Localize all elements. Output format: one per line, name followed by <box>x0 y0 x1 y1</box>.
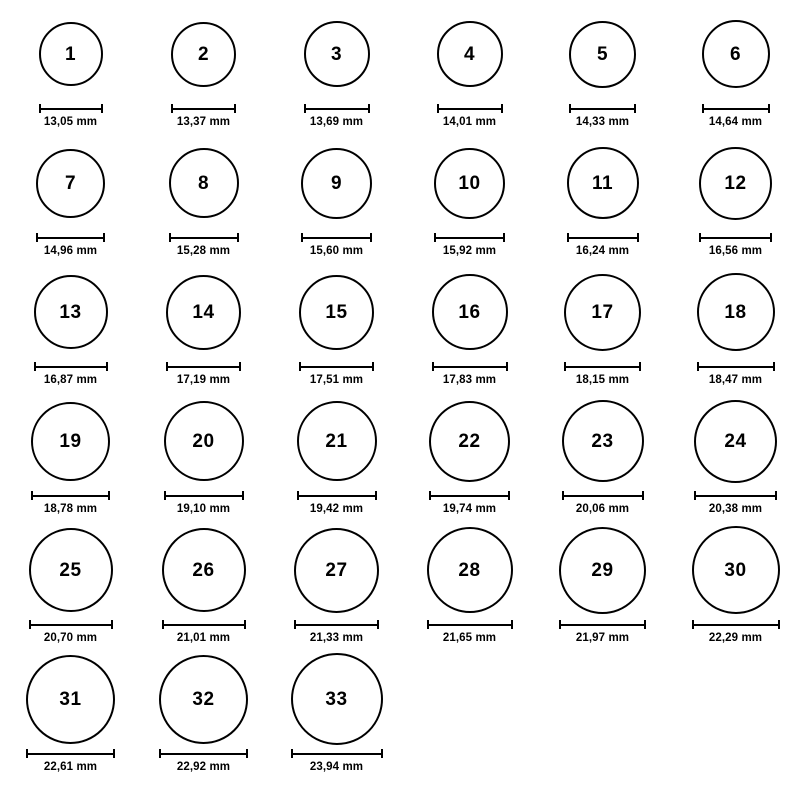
ring-size-cell <box>141 264 266 386</box>
ring-circle-wrap <box>429 393 510 489</box>
ring-circle <box>437 21 503 87</box>
ring-measure <box>427 620 513 644</box>
chart-row <box>0 6 800 135</box>
ring-diameter-label: 17,83 mm <box>442 374 497 386</box>
ring-diameter-bar <box>702 104 770 113</box>
ring-measure <box>34 362 108 386</box>
ring-diameter-bar-line <box>26 753 115 755</box>
ring-diameter-label: 16,56 mm <box>708 245 763 257</box>
ring-size-number: 5 <box>596 43 609 65</box>
ring-measure <box>567 233 639 257</box>
ring-diameter-label: 18,78 mm <box>43 503 98 515</box>
ring-diameter-bar <box>694 491 777 500</box>
ring-size-number: 22 <box>458 430 481 452</box>
ring-measure <box>297 491 377 515</box>
ring-circle-wrap <box>36 135 105 231</box>
ring-size-number: 31 <box>59 688 82 710</box>
ring-circle-wrap <box>34 264 108 360</box>
ring-diameter-bar <box>567 233 639 242</box>
ring-diameter-bar <box>291 749 383 758</box>
ring-circle <box>697 273 775 351</box>
ring-size-cell <box>540 135 665 257</box>
ring-size-number: 10 <box>458 172 481 194</box>
ring-size-cell <box>274 264 399 386</box>
ring-circle <box>26 655 115 744</box>
ring-measure <box>166 362 241 386</box>
ring-size-cell <box>673 6 798 128</box>
ring-diameter-label: 18,15 mm <box>575 374 630 386</box>
ring-size-cell <box>141 6 266 128</box>
ring-diameter-bar-line <box>432 366 508 368</box>
ring-diameter-label: 15,92 mm <box>442 245 497 257</box>
ring-size-number: 14 <box>192 301 215 323</box>
ring-diameter-bar-line <box>36 237 105 239</box>
ring-diameter-bar-line <box>562 495 644 497</box>
ring-size-cell <box>673 522 798 644</box>
ring-size-cell <box>141 393 266 515</box>
ring-diameter-bar <box>39 104 103 113</box>
ring-size-cell <box>274 522 399 644</box>
ring-size-cell <box>673 264 798 386</box>
ring-circle <box>159 655 248 744</box>
ring-size-number: 21 <box>325 430 348 452</box>
ring-diameter-bar <box>169 233 239 242</box>
ring-diameter-bar <box>166 362 241 371</box>
ring-circle-wrap <box>569 6 636 102</box>
ring-diameter-bar <box>31 491 110 500</box>
ring-diameter-label: 19,10 mm <box>176 503 231 515</box>
ring-diameter-bar-line <box>702 108 770 110</box>
ring-size-number: 20 <box>192 430 215 452</box>
ring-circle <box>29 528 113 612</box>
ring-diameter-label: 13,05 mm <box>43 116 98 128</box>
ring-diameter-label: 15,28 mm <box>176 245 231 257</box>
ring-diameter-label: 22,61 mm <box>43 761 98 773</box>
ring-circle <box>162 528 246 612</box>
ring-diameter-bar-line <box>164 495 244 497</box>
ring-diameter-bar-line <box>697 366 775 368</box>
ring-diameter-bar <box>301 233 372 242</box>
ring-circle-wrap <box>164 393 244 489</box>
ring-measure <box>694 491 777 515</box>
ring-size-number: 29 <box>591 559 614 581</box>
ring-circle <box>699 147 772 220</box>
ring-measure <box>697 362 775 386</box>
ring-size-cell <box>407 393 532 515</box>
ring-measure <box>39 104 103 128</box>
ring-diameter-label: 17,51 mm <box>309 374 364 386</box>
ring-circle <box>36 149 105 218</box>
ring-diameter-bar <box>432 362 508 371</box>
ring-size-cell <box>407 522 532 644</box>
ring-circle <box>166 275 241 350</box>
ring-circle <box>692 526 780 614</box>
ring-size-cell <box>274 393 399 515</box>
ring-size-number: 19 <box>59 430 82 452</box>
ring-diameter-label: 19,74 mm <box>442 503 497 515</box>
ring-circle <box>299 275 374 350</box>
ring-diameter-label: 13,69 mm <box>309 116 364 128</box>
ring-measure <box>692 620 780 644</box>
ring-size-cell <box>540 522 665 644</box>
ring-diameter-bar-line <box>694 495 777 497</box>
ring-diameter-bar <box>429 491 510 500</box>
ring-diameter-label: 14,64 mm <box>708 116 763 128</box>
ring-size-cell <box>540 264 665 386</box>
ring-size-number: 16 <box>458 301 481 323</box>
ring-size-number: 32 <box>192 688 215 710</box>
ring-diameter-bar-line <box>31 495 110 497</box>
ring-circle-wrap <box>171 6 236 102</box>
ring-circle-wrap <box>567 135 639 231</box>
ring-size-cell <box>407 264 532 386</box>
ring-diameter-bar-line <box>429 495 510 497</box>
ring-measure <box>699 233 772 257</box>
ring-measure <box>437 104 503 128</box>
ring-circle-wrap <box>432 264 508 360</box>
ring-size-number: 4 <box>463 43 476 65</box>
ring-measure <box>562 491 644 515</box>
ring-diameter-bar-line <box>699 237 772 239</box>
ring-measure <box>29 620 113 644</box>
ring-circle <box>297 401 377 481</box>
chart-row <box>0 393 800 522</box>
ring-size-cell <box>540 6 665 128</box>
ring-circle-wrap <box>166 264 241 360</box>
ring-circle-wrap <box>699 135 772 231</box>
ring-size-number: 9 <box>330 172 343 194</box>
ring-measure <box>434 233 505 257</box>
ring-circle <box>164 401 244 481</box>
ring-diameter-bar <box>434 233 505 242</box>
ring-circle-wrap <box>294 522 379 618</box>
ring-circle <box>562 400 644 482</box>
ring-diameter-label: 20,38 mm <box>708 503 763 515</box>
ring-diameter-label: 16,87 mm <box>43 374 98 386</box>
ring-circle-wrap <box>169 135 239 231</box>
ring-circle-wrap <box>39 6 103 102</box>
ring-circle-wrap <box>304 6 370 102</box>
ring-measure <box>291 749 383 773</box>
ring-diameter-bar <box>564 362 641 371</box>
ring-size-cell <box>141 135 266 257</box>
ring-measure <box>429 491 510 515</box>
ring-circle <box>291 653 383 745</box>
ring-circle-wrap <box>692 522 780 618</box>
ring-measure <box>432 362 508 386</box>
ring-diameter-bar <box>304 104 370 113</box>
ring-circle-wrap <box>297 393 377 489</box>
chart-row <box>0 264 800 393</box>
ring-size-cell <box>407 6 532 128</box>
chart-row <box>0 135 800 264</box>
ring-size-number: 2 <box>197 43 210 65</box>
ring-measure <box>162 620 246 644</box>
ring-circle-wrap <box>559 522 646 618</box>
ring-diameter-label: 20,06 mm <box>575 503 630 515</box>
ring-diameter-bar <box>427 620 513 629</box>
ring-diameter-label: 22,29 mm <box>708 632 763 644</box>
ring-circle-wrap <box>29 522 113 618</box>
ring-size-cell <box>141 651 266 773</box>
ring-measure <box>304 104 370 128</box>
ring-circle <box>39 22 103 86</box>
ring-diameter-label: 13,37 mm <box>176 116 231 128</box>
ring-diameter-label: 14,01 mm <box>442 116 497 128</box>
ring-diameter-bar <box>297 491 377 500</box>
ring-circle <box>34 275 108 349</box>
ring-diameter-bar-line <box>162 624 246 626</box>
ring-diameter-bar-line <box>34 366 108 368</box>
ring-measure <box>164 491 244 515</box>
ring-diameter-bar <box>26 749 115 758</box>
ring-diameter-bar-line <box>437 108 503 110</box>
ring-diameter-label: 16,24 mm <box>575 245 630 257</box>
ring-measure <box>564 362 641 386</box>
ring-circle-wrap <box>301 135 372 231</box>
ring-size-cell <box>274 135 399 257</box>
ring-circle <box>702 20 770 88</box>
ring-circle <box>294 528 379 613</box>
ring-size-number: 6 <box>729 43 742 65</box>
ring-measure <box>299 362 374 386</box>
ring-diameter-bar-line <box>569 108 636 110</box>
ring-circle-wrap <box>159 651 248 747</box>
ring-diameter-bar <box>299 362 374 371</box>
ring-circle <box>564 274 641 351</box>
ring-diameter-bar <box>699 233 772 242</box>
ring-diameter-label: 17,19 mm <box>176 374 231 386</box>
ring-diameter-bar-line <box>294 624 379 626</box>
ring-circle <box>567 147 639 219</box>
ring-size-cell <box>274 651 399 773</box>
ring-circle <box>169 148 239 218</box>
ring-circle <box>31 402 110 481</box>
ring-measure <box>26 749 115 773</box>
ring-diameter-label: 21,01 mm <box>176 632 231 644</box>
ring-size-cell <box>673 135 798 257</box>
ring-diameter-bar <box>34 362 108 371</box>
ring-diameter-bar <box>697 362 775 371</box>
ring-size-number: 25 <box>59 559 82 581</box>
ring-measure <box>159 749 248 773</box>
ring-circle <box>429 401 510 482</box>
chart-row <box>0 522 800 651</box>
ring-diameter-bar-line <box>39 108 103 110</box>
ring-size-number: 12 <box>724 172 747 194</box>
ring-size-number: 7 <box>64 172 77 194</box>
ring-circle-wrap <box>437 6 503 102</box>
ring-size-cell <box>407 135 532 257</box>
ring-circle <box>694 400 777 483</box>
ring-measure <box>36 233 105 257</box>
ring-diameter-bar-line <box>299 366 374 368</box>
ring-circle-wrap <box>427 522 513 618</box>
ring-circle-wrap <box>697 264 775 360</box>
ring-size-number: 8 <box>197 172 210 194</box>
ring-size-cell <box>540 393 665 515</box>
ring-circle-wrap <box>562 393 644 489</box>
ring-diameter-bar <box>692 620 780 629</box>
ring-size-cell <box>274 6 399 128</box>
ring-measure <box>169 233 239 257</box>
ring-diameter-label: 23,94 mm <box>309 761 364 773</box>
ring-size-cell <box>141 522 266 644</box>
ring-diameter-label: 14,96 mm <box>43 245 98 257</box>
ring-size-number: 17 <box>591 301 614 323</box>
ring-diameter-label: 20,70 mm <box>43 632 98 644</box>
ring-size-number: 33 <box>325 688 348 710</box>
ring-diameter-bar-line <box>692 624 780 626</box>
ring-diameter-bar <box>171 104 236 113</box>
ring-size-number: 18 <box>724 301 747 323</box>
ring-diameter-bar <box>559 620 646 629</box>
ring-diameter-bar-line <box>29 624 113 626</box>
ring-diameter-bar <box>36 233 105 242</box>
ring-size-number: 26 <box>192 559 215 581</box>
ring-size-cell <box>8 6 133 128</box>
ring-circle <box>304 21 370 87</box>
ring-size-cell <box>673 393 798 515</box>
ring-size-cell <box>8 135 133 257</box>
ring-size-cell <box>8 393 133 515</box>
ring-circle <box>427 527 513 613</box>
ring-diameter-bar-line <box>166 366 241 368</box>
ring-circle <box>569 21 636 88</box>
ring-diameter-bar-line <box>567 237 639 239</box>
ring-circle <box>559 527 646 614</box>
ring-circle <box>171 22 236 87</box>
ring-measure <box>702 104 770 128</box>
ring-size-number: 15 <box>325 301 348 323</box>
ring-circle-wrap <box>26 651 115 747</box>
ring-diameter-label: 21,65 mm <box>442 632 497 644</box>
ring-diameter-bar-line <box>291 753 383 755</box>
ring-size-number: 3 <box>330 43 343 65</box>
ring-diameter-bar-line <box>301 237 372 239</box>
ring-measure <box>569 104 636 128</box>
ring-diameter-bar-line <box>297 495 377 497</box>
ring-diameter-bar-line <box>304 108 370 110</box>
ring-circle-wrap <box>694 393 777 489</box>
ring-diameter-label: 21,97 mm <box>575 632 630 644</box>
ring-diameter-bar-line <box>564 366 641 368</box>
ring-size-number: 30 <box>724 559 747 581</box>
ring-measure <box>294 620 379 644</box>
chart-row <box>0 651 800 780</box>
ring-diameter-bar <box>294 620 379 629</box>
ring-circle-wrap <box>434 135 505 231</box>
ring-size-number: 27 <box>325 559 348 581</box>
ring-circle-wrap <box>31 393 110 489</box>
ring-circle-wrap <box>162 522 246 618</box>
ring-size-cell <box>8 522 133 644</box>
ring-diameter-label: 18,47 mm <box>708 374 763 386</box>
ring-size-number: 13 <box>59 301 82 323</box>
ring-diameter-bar-line <box>169 237 239 239</box>
ring-diameter-bar-line <box>427 624 513 626</box>
ring-size-number: 11 <box>591 172 614 194</box>
ring-size-cell <box>8 264 133 386</box>
ring-diameter-label: 19,42 mm <box>309 503 364 515</box>
ring-size-number: 24 <box>724 430 747 452</box>
ring-size-number: 1 <box>64 43 77 65</box>
ring-diameter-bar <box>159 749 248 758</box>
ring-diameter-bar <box>164 491 244 500</box>
ring-diameter-bar-line <box>171 108 236 110</box>
ring-diameter-label: 15,60 mm <box>309 245 364 257</box>
ring-measure <box>31 491 110 515</box>
ring-diameter-label: 22,92 mm <box>176 761 231 773</box>
ring-measure <box>301 233 372 257</box>
ring-diameter-bar <box>162 620 246 629</box>
ring-diameter-bar-line <box>434 237 505 239</box>
ring-circle-wrap <box>299 264 374 360</box>
ring-circle <box>432 274 508 350</box>
ring-diameter-bar <box>437 104 503 113</box>
ring-circle-wrap <box>291 651 383 747</box>
ring-measure <box>559 620 646 644</box>
ring-diameter-label: 21,33 mm <box>309 632 364 644</box>
ring-diameter-bar <box>569 104 636 113</box>
ring-circle-wrap <box>702 6 770 102</box>
ring-diameter-bar-line <box>159 753 248 755</box>
ring-circle <box>434 148 505 219</box>
ring-size-number: 28 <box>458 559 481 581</box>
ring-diameter-label: 14,33 mm <box>575 116 630 128</box>
ring-diameter-bar <box>29 620 113 629</box>
ring-measure <box>171 104 236 128</box>
ring-diameter-bar <box>562 491 644 500</box>
ring-circle <box>301 148 372 219</box>
ring-diameter-bar-line <box>559 624 646 626</box>
ring-size-cell <box>8 651 133 773</box>
ring-size-number: 23 <box>591 430 614 452</box>
ring-circle-wrap <box>564 264 641 360</box>
